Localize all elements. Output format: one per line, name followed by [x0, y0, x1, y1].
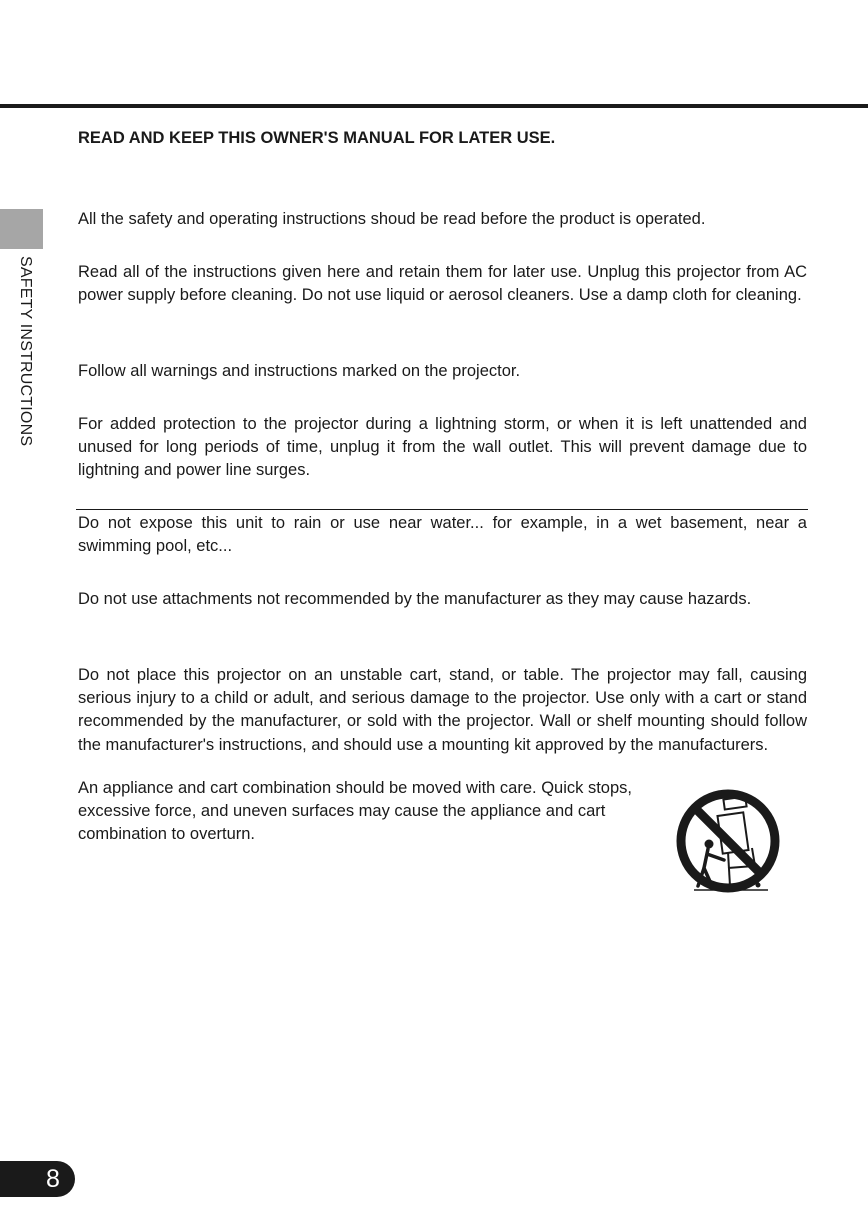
section-divider [76, 509, 808, 510]
paragraph-attachments: Do not use attachments not recommended by the manufacturer as they may cause hazards. [78, 590, 752, 608]
page-heading: READ AND KEEP THIS OWNER'S MANUAL FOR LATER USE. [78, 129, 556, 147]
page-number: 8 [46, 1165, 60, 1193]
top-rule [0, 104, 868, 108]
paragraph-water: Do not expose this unit to rain or use near water... for example, in a wet basement, near a swimming pool, etc... [78, 514, 807, 556]
no-cart-tip-over-icon [672, 786, 784, 896]
paragraph-cart-care: An appliance and cart combination should be moved with care. Quick stops, excessive force, and uneven surfaces may cause the appliance and cart combination to overturn. [78, 779, 632, 844]
paragraph-lightning: For added protection to the projector during a lightning storm, or when it is left unattended and unused for long periods of time, unplug it from the wall outlet. This will prevent damage due to lightning and power line surges. [78, 415, 807, 480]
section-label: SAFETY INSTRUCTIONS [17, 256, 34, 447]
paragraph-follow-warnings: Follow all warnings and instructions marked on the projector. [78, 362, 521, 380]
paragraph-read-instructions: All the safety and operating instructions shoud be read before the product is operated. [78, 210, 706, 228]
paragraph-unstable-cart: Do not place this projector on an unstable cart, stand, or table. The projector may fall, causing serious injury to a child or adult, and serious damage to the projector. Use only with a cart or stand recommended by the manufacturer, or sold with the projector. Wall or shelf mounting should follow the manufacturer's instructions, and should use a mounting kit approved by the manufacturers. [78, 666, 807, 754]
paragraph-cleaning: Read all of the instructions given here and retain them for later use. Unplug this projector from AC power supply before cleaning. Do not use liquid or aerosol cleaners. Use a damp cloth for cleaning. [78, 263, 807, 305]
section-tab [0, 209, 43, 249]
